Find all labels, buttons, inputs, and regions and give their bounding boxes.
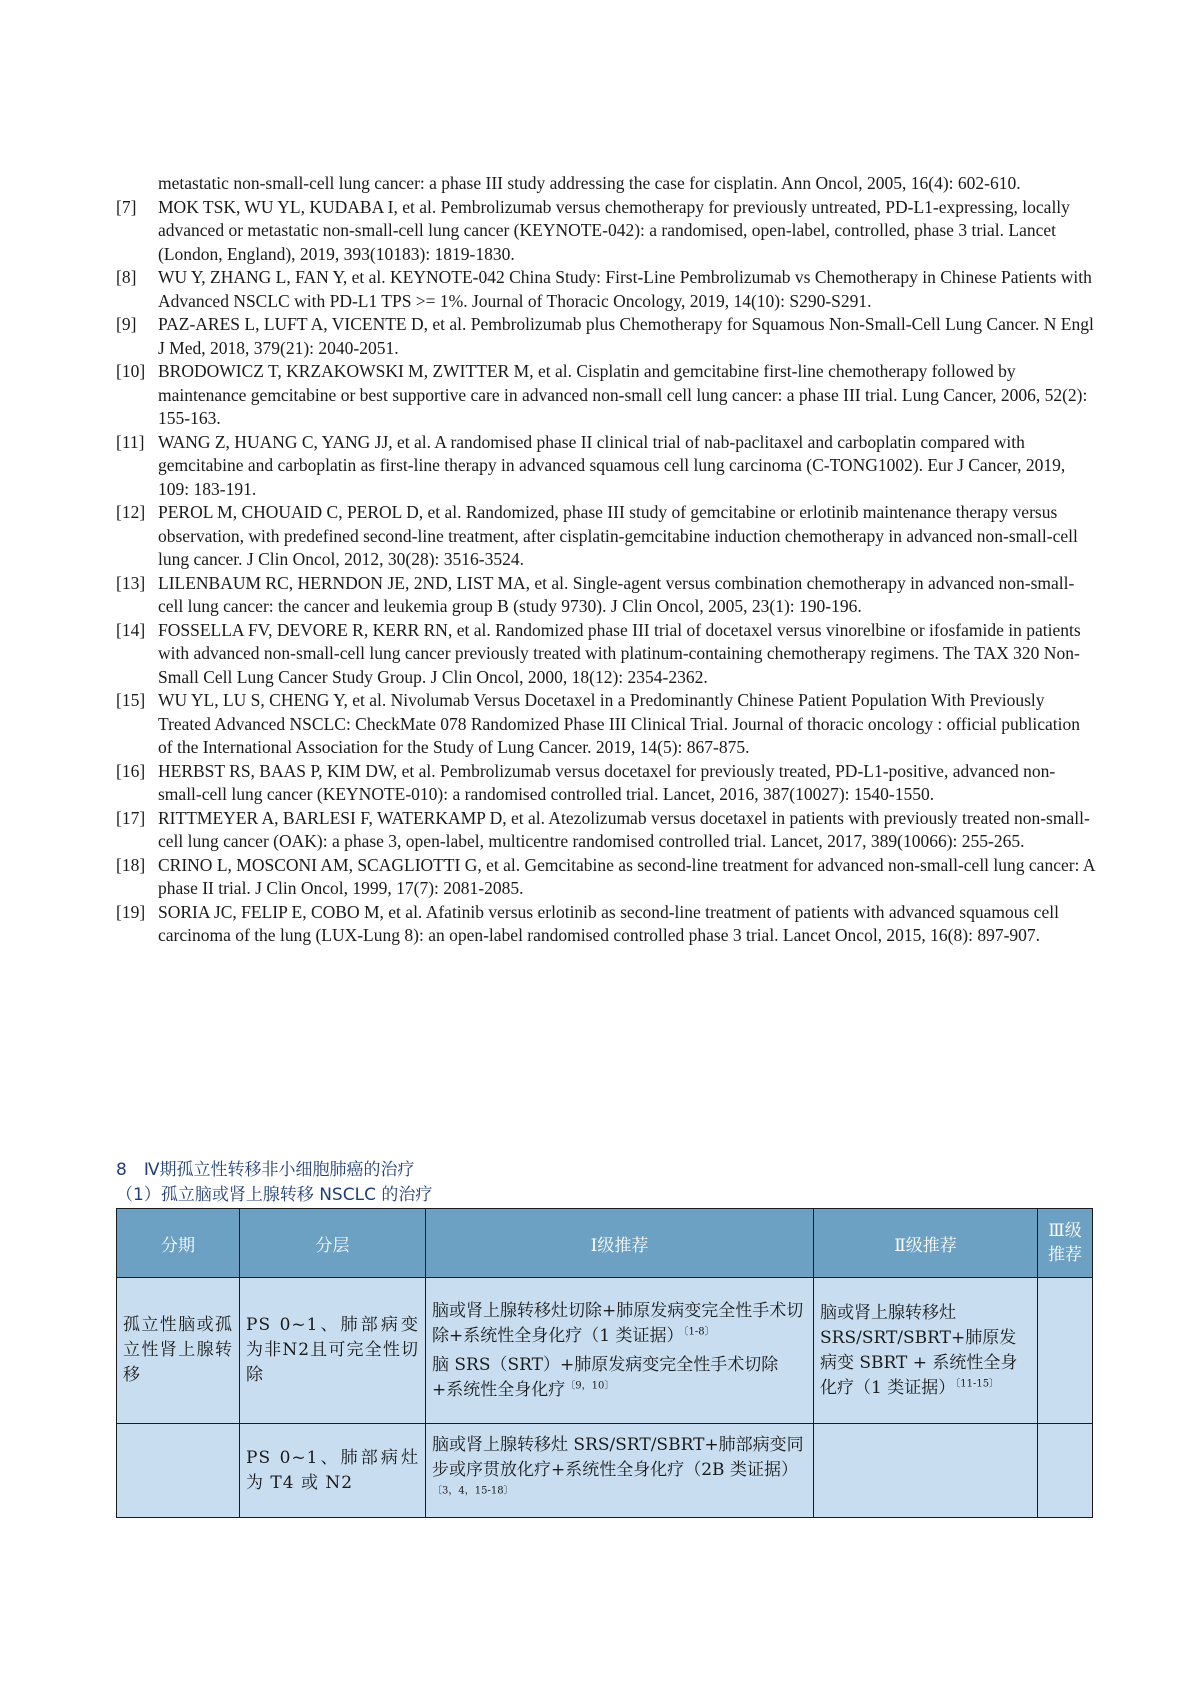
reference-text: WU YL, LU S, CHENG Y, et al. Nivolumab Versus Docetaxel in a Predominantly Chinese Patient Population With Previously Treated Advanced NSCLC: CheckMate 078 Randomized Phase III Clinical Trial. Journal of thoracic oncology : official publication of the International Association for the Study of Lung Cancer. 2019, 14(5): 867-875. bbox=[158, 690, 1080, 757]
table-row bbox=[117, 1424, 1093, 1518]
recommendation-table bbox=[116, 1208, 1093, 1518]
reference-text: WANG Z, HUANG C, YANG JJ, et al. A randomised phase II clinical trial of nab-paclitaxel and carboplatin compared with gemcitabine and carboplatin as first-line therapy in advanced squamous cell lung carcinoma (C-TONG1002). Eur J Cancer, 2019, 109: 183-191. bbox=[158, 431, 1066, 499]
cell-layer: PS 0~1、肺部病灶为 T4 或 N2 bbox=[240, 1424, 426, 1518]
reference-number: [12] bbox=[116, 502, 146, 522]
reference-item bbox=[116, 196, 1096, 267]
reference-item bbox=[116, 266, 1096, 313]
reference-text: PAZ-ARES L, LUFT A, VICENTE D, et al. Pembrolizumab plus Chemotherapy for Squamous Non-Small-Cell Lung Cancer. N Engl J Med, 2018, 379(21): 2040-2051. bbox=[158, 314, 1094, 358]
section-subheading: （1）孤立脑或肾上腺转移 NSCLC 的治疗 bbox=[116, 1185, 433, 1205]
reference-continuation: metastatic non-small-cell lung cancer: a phase III study addressing the case for cisplatin. Ann Oncol, 2005, 16(4): 602-610. bbox=[158, 173, 1021, 193]
cell-level2 bbox=[814, 1278, 1038, 1424]
header-layer: 分层 bbox=[240, 1209, 426, 1278]
cell-level3 bbox=[1038, 1424, 1093, 1518]
cell-level1 bbox=[426, 1278, 814, 1424]
reference-item bbox=[116, 501, 1096, 572]
reference-number: [9] bbox=[116, 314, 137, 334]
level1-text-1: 脑或肾上腺转移灶切除+肺原发病变完全性手术切除+系统性全身化疗（1 类证据） bbox=[432, 1300, 804, 1346]
section-heading: 8 Ⅳ期孤立性转移非小细胞肺癌的治疗 bbox=[116, 1160, 415, 1180]
citation-ref: 〔3，4，15-18〕 bbox=[432, 1485, 514, 1497]
reference-item bbox=[116, 572, 1096, 619]
reference-text: HERBST RS, BAAS P, KIM DW, et al. Pembrolizumab versus docetaxel for previously treated, PD-L1-positive, advanced non-small-cell lung cancer (KEYNOTE-010): a randomised controlled trial. Lancet, 2016, 387(10027): 1540-1550. bbox=[158, 760, 1056, 804]
reference-items bbox=[116, 196, 1096, 948]
level1-text: 脑或肾上腺转移灶 SRS/SRT/SBRT+肺部病变同步或序贯放化疗+系统性全身化疗（2B 类证据） bbox=[432, 1435, 804, 1480]
reference-number: [19] bbox=[116, 901, 146, 922]
reference-item bbox=[116, 807, 1096, 854]
reference-text: SORIA JC, FELIP E, COBO M, et al. Afatinib versus erlotinib as second-line treatment of patients with advanced squamous cell carcinoma of the lung (LUX-Lung 8): an open-label randomised controlled phase 3 trial. Lancet Oncol, 2015, 16(8): 897-907. bbox=[158, 901, 1059, 945]
reference-text: LILENBAUM RC, HERNDON JE, 2ND, LIST MA, et al. Single-agent versus combination chemotherapy in advanced non-small-cell lung cancer: the cancer and leukemia group B (study 9730). J Clin Oncol, 2005, 23(1): 190-196. bbox=[158, 572, 1075, 616]
reference-text: PEROL M, CHOUAID C, PEROL D, et al. Randomized, phase III study of gemcitabine or erlotinib maintenance therapy versus observation, with predefined second-line treatment, after cisplatin-gemcitabine induction chemotherapy in advanced non-small-cell lung cancer. J Clin Oncol, 2012, 30(28): 3516-3524. bbox=[158, 502, 1078, 569]
cell-stage bbox=[117, 1424, 240, 1518]
reference-number: [7] bbox=[116, 196, 137, 217]
reference-number: [10] bbox=[116, 361, 146, 381]
reference-number: [16] bbox=[116, 760, 146, 781]
reference-number: [15] bbox=[116, 690, 146, 710]
cell-level2 bbox=[814, 1424, 1038, 1518]
reference-item bbox=[116, 431, 1096, 502]
reference-number: [14] bbox=[116, 619, 146, 640]
reference-text: RITTMEYER A, BARLESI F, WATERKAMP D, et al. Atezolizumab versus docetaxel in patients with previously treated non-small-cell lung cancer (OAK): a phase 3, open-label, multicentre randomised controlled trial. Lancet, 2017, 389(10066): 255-265. bbox=[158, 807, 1090, 851]
cell-level1 bbox=[426, 1424, 814, 1518]
cell-stage: 孤立性脑或孤立性肾上腺转移 bbox=[117, 1278, 240, 1424]
reference-number: [13] bbox=[116, 572, 146, 593]
header-level1: Ⅰ级推荐 bbox=[426, 1209, 814, 1278]
citation-ref: 〔1-8〕 bbox=[683, 1325, 715, 1337]
citation-ref: 〔11-15〕 bbox=[955, 1377, 1000, 1389]
reference-text: WU Y, ZHANG L, FAN Y, et al. KEYNOTE-042 China Study: First-Line Pembrolizumab vs Chemotherapy in Chinese Patients with Advanced NSCLC with PD-L1 TPS >= 1%. Journal of Thoracic Oncology, 2019, 14(10): S290-S291. bbox=[158, 267, 1092, 311]
reference-item bbox=[116, 619, 1096, 690]
cell-level3 bbox=[1038, 1278, 1093, 1424]
header-level3: Ⅲ级推荐 bbox=[1038, 1209, 1093, 1278]
reference-text: BRODOWICZ T, KRZAKOWSKI M, ZWITTER M, et al. Cisplatin and gemcitabine first-line chemotherapy followed by maintenance gemcitabine or best supportive care in advanced non-small cell lung cancer: a phase III trial. Lung Cancer, 2006, 52(2): 155-163. bbox=[158, 361, 1088, 428]
reference-number: [11] bbox=[116, 431, 145, 452]
reference-text: CRINO L, MOSCONI AM, SCAGLIOTTI G, et al. Gemcitabine as second-line treatment for advanced non-small-cell lung cancer: A phase II trial. J Clin Oncol, 1999, 17(7): 2081-2085. bbox=[158, 854, 1095, 898]
level1-text-2: 脑 SRS（SRT）+肺原发病变完全性手术切除+系统性全身化疗 bbox=[432, 1354, 779, 1400]
cell-layer: PS 0~1、肺部病变为非N2且可完全性切除 bbox=[240, 1278, 426, 1424]
reference-item bbox=[116, 901, 1096, 948]
header-level2: Ⅱ级推荐 bbox=[814, 1209, 1038, 1278]
table-row bbox=[117, 1278, 1093, 1424]
reference-number: [17] bbox=[116, 807, 146, 828]
reference-text: FOSSELLA FV, DEVORE R, KERR RN, et al. Randomized phase III trial of docetaxel versus vinorelbine or ifosfamide in patients with advanced non-small-cell lung cancer previously treated with platinum-containing chemotherapy regimens. The TAX 320 Non-Small Cell Lung Cancer Study Group. J Clin Oncol, 2000, 18(12): 2354-2362. bbox=[158, 619, 1081, 687]
level2-text: 脑或肾上腺转移灶SRS/SRT/SBRT+肺原发病变 SBRT + 系统性全身化疗（1 类证据） bbox=[820, 1302, 1018, 1398]
reference-item bbox=[116, 313, 1096, 360]
header-stage: 分期 bbox=[117, 1209, 240, 1278]
reference-item bbox=[116, 760, 1096, 807]
reference-item bbox=[116, 360, 1096, 431]
table-header-row bbox=[117, 1209, 1093, 1278]
reference-list bbox=[116, 172, 1096, 948]
reference-text: MOK TSK, WU YL, KUDABA I, et al. Pembrolizumab versus chemotherapy for previously untreated, PD-L1-expressing, locally advanced or metastatic non-small-cell lung cancer (KEYNOTE-042): a randomised, open-label, controlled, phase 3 trial. Lancet (London, England), 2019, 393(10183): 1819-1830. bbox=[158, 196, 1070, 264]
reference-number: [8] bbox=[116, 267, 137, 287]
reference-item bbox=[116, 689, 1096, 760]
reference-number: [18] bbox=[116, 854, 146, 875]
reference-item bbox=[116, 854, 1096, 901]
citation-ref: 〔9，10〕 bbox=[565, 1379, 615, 1391]
